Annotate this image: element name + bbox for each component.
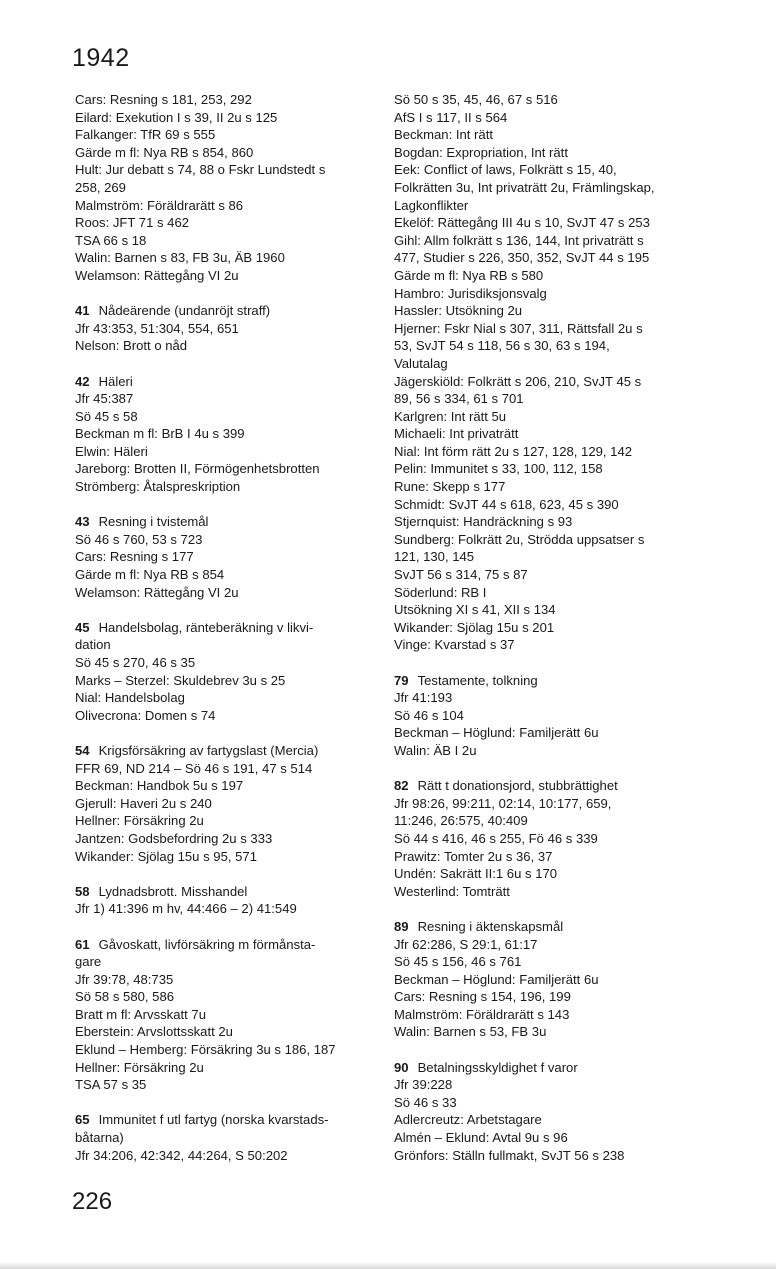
case-title: gare: [75, 954, 102, 970]
case-heading: [394, 1059, 694, 1077]
section-spacer: [75, 918, 365, 936]
section-spacer: [75, 496, 365, 514]
reference-line: Jantzen: Godsbefordring 2u s 333: [75, 830, 273, 846]
reference-line: Beckman m fl: BrB I 4u s 399: [75, 426, 245, 442]
case-heading: [75, 302, 365, 320]
reference-line: FFR 69, ND 214 – Sö 46 s 191, 47 s 514: [75, 760, 313, 776]
reference-line: Eberstein: Arvslottsskatt 2u: [75, 1024, 233, 1040]
reference-line: Almén – Eklund: Avtal 9u s 96: [394, 1130, 568, 1146]
case-number: 89: [394, 918, 409, 934]
section-spacer: [394, 1041, 694, 1059]
case-heading: [394, 672, 694, 690]
case-number: 43: [75, 514, 90, 530]
case-section: [75, 1111, 365, 1164]
reference-line: SvJT 56 s 314, 75 s 87: [394, 567, 528, 583]
case-title: Gåvoskatt, livförsäkring m förmånsta-: [98, 936, 316, 952]
right-column: [394, 91, 694, 1164]
case-section: [75, 91, 365, 285]
case-section: [75, 936, 365, 1094]
reference-line: Jfr 39:78, 48:735: [75, 971, 174, 987]
section-spacer: [75, 601, 365, 619]
reference-line: Cars: Resning s 177: [75, 549, 194, 565]
reference-line: 477, Studier s 226, 350, 352, SvJT 44 s 195: [394, 250, 650, 266]
reference-line: Adlercreutz: Arbetstagare: [394, 1112, 542, 1128]
reference-line: Schmidt: SvJT 44 s 618, 623, 45 s 390: [394, 496, 619, 512]
case-section: [394, 1059, 694, 1165]
reference-line: Beckman – Höglund: Familjerätt 6u: [394, 971, 599, 987]
reference-line: Jfr 1) 41:396 m hv, 44:466 – 2) 41:549: [75, 901, 297, 917]
reference-line: Stjernquist: Handräckning s 93: [394, 514, 573, 530]
reference-line: Jfr 43:353, 51:304, 554, 651: [75, 320, 239, 336]
case-title: Krigsförsäkring av fartygslast (Mercia): [98, 742, 319, 758]
case-section: [75, 742, 365, 865]
reference-line: Hult: Jur debatt s 74, 88 o Fskr Lundstedt s: [75, 162, 326, 178]
case-heading: [75, 513, 365, 531]
reference-line: Sö 50 s 35, 45, 46, 67 s 516: [394, 92, 558, 107]
case-section: [75, 513, 365, 601]
case-title: Testamente, tolkning: [417, 672, 538, 688]
case-title: Rätt t donationsjord, stubbrättighet: [417, 778, 618, 794]
page-number: 226: [72, 1188, 113, 1215]
reference-line: Walin: ÄB I 2u: [394, 742, 477, 758]
reference-line: Jfr 98:26, 99:211, 02:14, 10:177, 659,: [394, 795, 612, 811]
reference-line: 53, SvJT 54 s 118, 56 s 30, 63 s 194,: [394, 338, 610, 354]
reference-line: Eklund – Hemberg: Försäkring 3u s 186, 187: [75, 1042, 336, 1058]
reference-line: TSA 57 s 35: [75, 1077, 147, 1093]
reference-line: Jfr 39:228: [394, 1077, 453, 1093]
case-number: 58: [75, 883, 90, 899]
case-title: Immunitet f utl fartyg (norska kvarstads-: [98, 1112, 329, 1128]
case-title: Resning i äktenskapsmål: [417, 918, 564, 934]
case-number: 41: [75, 303, 90, 319]
reference-line: Malmström: Föräldrarätt s 143: [394, 1006, 570, 1022]
reference-line: Elwin: Häleri: [75, 443, 148, 459]
reference-line: Gärde m fl: Nya RB s 580: [394, 267, 544, 283]
reference-line: Welamson: Rättegång VI 2u: [75, 584, 239, 600]
reference-line: Eilard: Exekution I s 39, II 2u s 125: [75, 109, 278, 125]
reference-line: 89, 56 s 334, 61 s 701: [394, 391, 524, 407]
section-spacer: [75, 724, 365, 742]
reference-line: Karlgren: Int rätt 5u: [394, 408, 507, 424]
reference-line: Sundberg: Folkrätt 2u, Strödda uppsatser s: [394, 531, 645, 547]
reference-line: Michaeli: Int privaträtt: [394, 426, 519, 442]
reference-line: Jareborg: Brotten II, Förmögenhetsbrotten: [75, 461, 320, 477]
reference-line: Olivecrona: Domen s 74: [75, 707, 216, 723]
case-heading: [75, 1129, 365, 1147]
case-heading: [75, 373, 365, 391]
reference-line: Sö 46 s 760, 53 s 723: [75, 531, 203, 547]
reference-line: Jfr 45:387: [75, 391, 134, 407]
reference-line: Gärde m fl: Nya RB s 854: [75, 567, 225, 583]
case-number: 90: [394, 1059, 409, 1075]
case-title: båtarna): [75, 1130, 124, 1146]
reference-line: Prawitz: Tomter 2u s 36, 37: [394, 848, 553, 864]
reference-line: Nial: Int förm rätt 2u s 127, 128, 129, 142: [394, 443, 633, 459]
reference-line: Undén: Sakrätt II:1 6u s 170: [394, 866, 558, 882]
case-section: [394, 672, 694, 760]
reference-line: Strömberg: Åtalspreskription: [75, 479, 241, 495]
section-spacer: [75, 355, 365, 373]
reference-line: Cars: Resning s 181, 253, 292: [75, 92, 252, 107]
case-section: [394, 777, 694, 900]
reference-line: Valutalag: [394, 355, 448, 371]
reference-line: Hambro: Jurisdiksjonsvalg: [394, 285, 547, 301]
reference-line: Hellner: Försäkring 2u: [75, 813, 204, 829]
reference-line: Rune: Skepp s 177: [394, 479, 506, 495]
reference-line: Sö 46 s 104: [394, 707, 464, 723]
reference-line: AfS I s 117, II s 564: [394, 109, 508, 125]
case-section: [75, 373, 365, 496]
case-section: [394, 91, 694, 654]
case-heading: [394, 918, 694, 936]
reference-line: Folkrätten 3u, Int privaträtt 2u, Främlingskap,: [394, 179, 655, 195]
reference-line: Pelin: Immunitet s 33, 100, 112, 158: [394, 461, 603, 477]
reference-line: Sö 45 s 58: [75, 408, 138, 424]
reference-line: Walin: Barnen s 83, FB 3u, ÄB 1960: [75, 250, 285, 266]
reference-line: Westerlind: Tomträtt: [394, 883, 510, 899]
reference-line: Falkanger: TfR 69 s 555: [75, 127, 216, 143]
section-spacer: [394, 760, 694, 778]
reference-line: Wikander: Sjölag 15u s 201: [394, 619, 555, 635]
case-heading: [75, 936, 365, 954]
reference-line: Ekelöf: Rättegång III 4u s 10, SvJT 47 s 253: [394, 215, 650, 231]
case-heading: [75, 636, 365, 654]
case-section: [75, 619, 365, 725]
case-title: Resning i tvistemål: [98, 514, 209, 530]
reference-line: Marks – Sterzel: Skuldebrev 3u s 25: [75, 672, 286, 688]
reference-line: Nial: Handelsbolag: [75, 690, 185, 706]
reference-line: Gihl: Allm folkrätt s 136, 144, Int privaträtt s: [394, 232, 644, 248]
reference-line: Söderlund: RB I: [394, 584, 487, 600]
case-heading: [75, 742, 365, 760]
reference-line: Jfr 62:286, S 29:1, 61:17: [394, 936, 538, 952]
section-spacer: [394, 900, 694, 918]
reference-line: Beckman: Handbok 5u s 197: [75, 778, 244, 794]
reference-line: Beckman – Höglund: Familjerätt 6u: [394, 725, 599, 741]
section-spacer: [75, 285, 365, 303]
reference-line: Bratt m fl: Arvsskatt 7u: [75, 1006, 206, 1022]
reference-line: Grönfors: Ställn fullmakt, SvJT 56 s 238: [394, 1147, 625, 1163]
case-title: Betalningsskyldighet f varor: [417, 1059, 578, 1075]
case-number: 54: [75, 742, 90, 758]
reference-line: Bogdan: Expropriation, Int rätt: [394, 144, 568, 160]
case-heading: [394, 777, 694, 795]
case-section: [75, 302, 365, 355]
case-heading: [75, 619, 365, 637]
case-title: Nådeärende (undanröjt straff): [98, 303, 271, 319]
section-spacer: [75, 865, 365, 883]
case-title: Handelsbolag, ränteberäkning v likvi-: [98, 619, 314, 635]
case-number: 82: [394, 778, 409, 794]
reference-line: Eek: Conflict of laws, Folkrätt s 15, 40,: [394, 162, 617, 178]
case-section: [394, 918, 694, 1041]
reference-line: Malmström: Föräldrarätt s 86: [75, 197, 244, 213]
reference-line: 258, 269: [75, 179, 126, 195]
case-title: Lydnadsbrott. Misshandel: [98, 883, 248, 899]
reference-line: Sö 45 s 270, 46 s 35: [75, 655, 196, 670]
reference-line: Wikander: Sjölag 15u s 95, 571: [75, 848, 257, 864]
reference-line: TSA 66 s 18: [75, 232, 147, 248]
reference-line: Nelson: Brott o nåd: [75, 338, 188, 354]
case-title: Häleri: [98, 373, 133, 389]
case-number: 45: [75, 619, 90, 635]
reference-line: Walin: Barnen s 53, FB 3u: [394, 1024, 547, 1040]
case-number: 42: [75, 373, 90, 389]
case-section: [75, 883, 365, 918]
case-title: dation: [75, 637, 111, 653]
left-column: [75, 91, 365, 1164]
reference-line: 11:246, 26:575, 40:409: [394, 813, 528, 829]
reference-line: Vinge: Kvarstad s 37: [394, 637, 515, 653]
page-bottom-edge: [0, 1262, 776, 1269]
section-spacer: [394, 654, 694, 672]
reference-line: Welamson: Rättegång VI 2u: [75, 267, 239, 283]
case-number: 79: [394, 672, 409, 688]
case-heading: [75, 883, 365, 901]
reference-line: Jägerskiöld: Folkrätt s 206, 210, SvJT 45 s: [394, 373, 642, 389]
reference-line: 121, 130, 145: [394, 549, 475, 565]
reference-line: Jfr 41:193: [394, 690, 453, 706]
reference-line: Hjerner: Fskr Nial s 307, 311, Rättsfall 2u s: [394, 320, 643, 336]
reference-line: Sö 44 s 416, 46 s 255, Fö 46 s 339: [394, 830, 598, 846]
reference-line: Beckman: Int rätt: [394, 127, 493, 143]
reference-line: Sö 58 s 580, 586: [75, 989, 175, 1005]
reference-line: Gjerull: Haveri 2u s 240: [75, 795, 212, 811]
case-heading: [75, 1111, 365, 1129]
reference-line: Utsökning XI s 41, XII s 134: [394, 602, 556, 618]
reference-line: Cars: Resning s 154, 196, 199: [394, 989, 571, 1005]
section-spacer: [75, 1094, 365, 1112]
page-year-heading: 1942: [72, 44, 130, 72]
reference-line: Jfr 34:206, 42:342, 44:264, S 50:202: [75, 1147, 288, 1163]
reference-line: Roos: JFT 71 s 462: [75, 215, 190, 231]
reference-line: Sö 46 s 33: [394, 1094, 457, 1110]
reference-line: Gärde m fl: Nya RB s 854, 860: [75, 144, 254, 160]
case-number: 65: [75, 1112, 90, 1128]
case-number: 61: [75, 936, 90, 952]
reference-line: Hellner: Försäkring 2u: [75, 1059, 204, 1075]
reference-line: Lagkonflikter: [394, 197, 469, 213]
case-heading: [75, 953, 365, 971]
reference-line: Hassler: Utsökning 2u: [394, 303, 523, 319]
reference-line: Sö 45 s 156, 46 s 761: [394, 954, 522, 970]
